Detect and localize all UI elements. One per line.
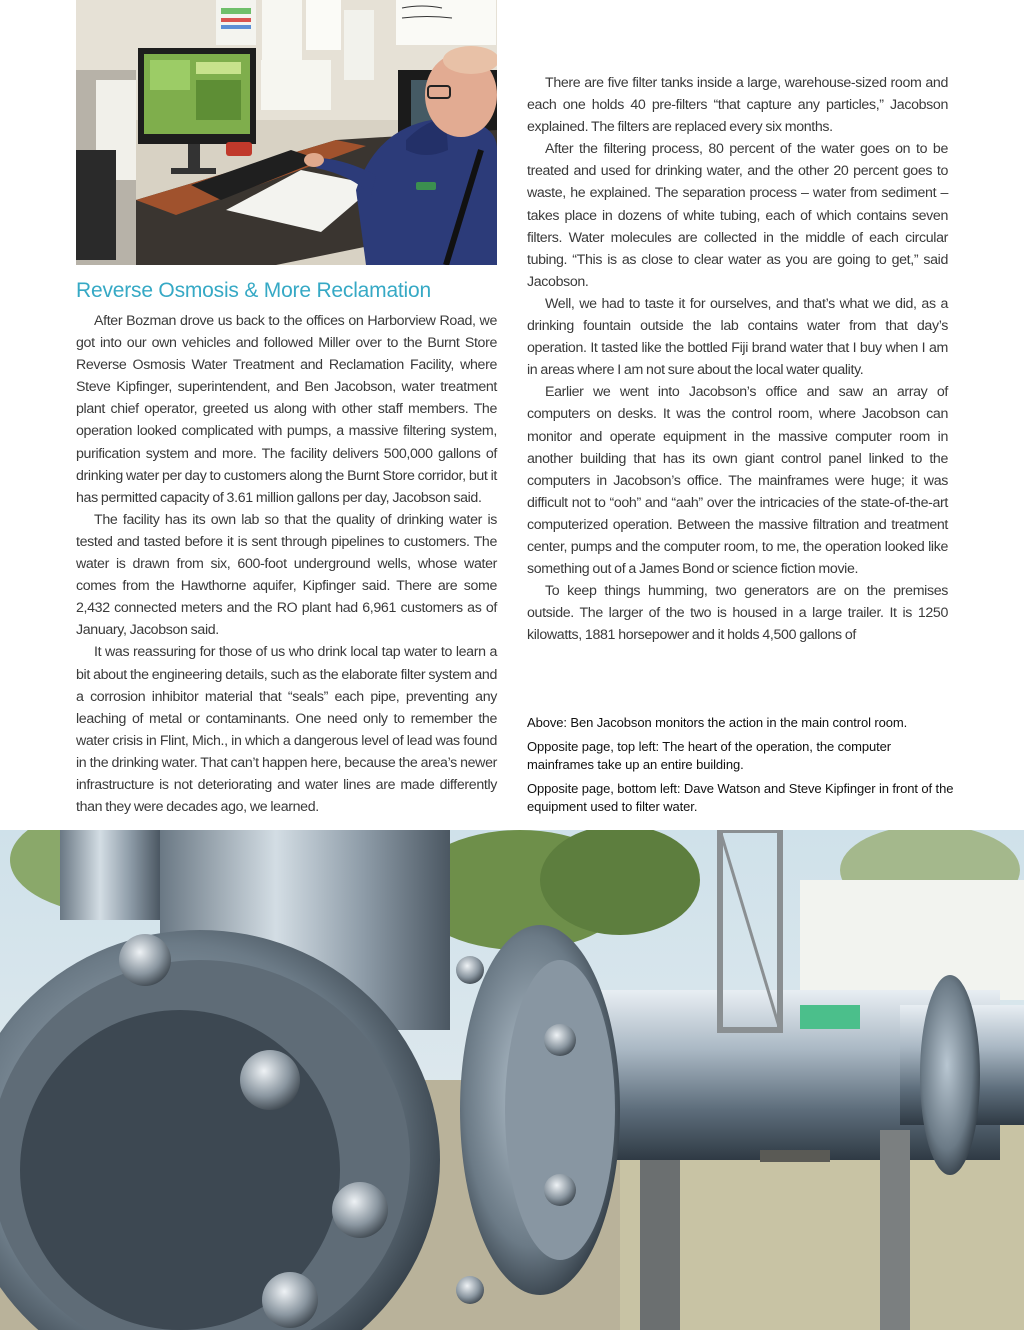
pipes-photo [0,830,1024,1330]
control-room-photo [76,0,497,265]
paragraph: Earlier we went into Jacobson’s office and saw an array of computers on desks. It was the control room, where Jacobson can monitor and operate equipment in the massive computer room in another building that has its own giant control panel linked to the computers in Jacobson’s office. The mainframes were huge; it was difficult not to “ooh” and “aah” over the intricacies of the state-of-the-art computerized operation. Between the massive filtration and treatment center, pumps and the computer room, to me, the operation looked like something out of a James Bond or science fiction movie. [527,384,948,578]
caption-above: Above: Ben Jacobson monitors the action in the main control room. [527,715,908,730]
paragraph: After Bozman drove us back to the offices on Harborview Road, we got into our own vehicles and followed Miller over to the Burnt Store Reverse Osmosis Water Treatment and Reclamation Facility, where Steve Kipfinger, superintendent, and Ben Jacobson, water treatment plant chief operator, greeted us along with other staff members. The operation looked complicated with pumps, a massive filtering system, purification system and more. The facility delivers 500,000 gallons of drinking water per day to customers along the Burnt Store corridor, but it has permitted capacity of 3.61 million gallons per day, Jacobson said. [76,313,497,506]
paragraph: To keep things humming, two generators are on the premises outside. The larger of the two is housed in a large trailer. It is 1250 kilowatts, 1881 horsepower and it holds 4,500 gallons of [527,583,948,644]
paragraph: After the filtering process, 80 percent of the water goes on to be treated and used for drinking water, and the other 20 percent goes to waste, he explained. The separation process – water from sediment – takes place in dozens of white tubing, each of which contains seven filters. Water molecules are collected in the middle of each circular tubing. “This is as close to clear water as you are going to get,” said Jacobson. [527,141,948,290]
right-column [527,72,948,646]
section-heading: Reverse Osmosis & More Reclamation [76,279,431,302]
paragraph: Well, we had to taste it for ourselves, and that’s what we did, as a drinking fountain outside the lab contains water from that day’s operation. It tasted like the bottled Fiji brand water that I buy when I am in areas where I am not sure about the local water quality. [527,295,948,379]
paragraph: It was reassuring for those of us who drink local tap water to learn a bit about the engineering details, such as the elaborate filter system and a corrosion inhibitor material that “seals” each pipe, preventing any leaching of metal or contaminants. One need only to remember the water crisis in Flint, Mich., in which a dangerous level of lead was found in the drinking water. That can’t happen here, because the area’s newer infrastructure is not deteriorating and water lines are made differently than they were decades ago, we learned. [76,644,497,816]
caption-top-left: Opposite page, top left: The heart of the operation, the computer mainframes take up an entire building. [527,739,892,772]
paragraph: The facility has its own lab so that the quality of drinking water is tested and tasted before it is sent through pipelines to customers. The water is drawn from six, 600-foot underground wells, whose water comes from the Hawthorne aquifer, Kipfinger said. There are some 2,432 connected meters and the RO plant had 6,961 customers as of January, Jacobson said. [76,511,497,639]
left-column [76,278,497,818]
paragraph: There are five filter tanks inside a large, warehouse-sized room and each one holds 40 pre-filters “that capture any particles,” Jacobson explained. The filters are replaced every six months. [527,75,948,136]
caption-bottom-left: Opposite page, bottom left: Dave Watson and Steve Kipfinger in front of the equipment used to filter water. [527,781,954,814]
photo-captions [527,714,957,822]
